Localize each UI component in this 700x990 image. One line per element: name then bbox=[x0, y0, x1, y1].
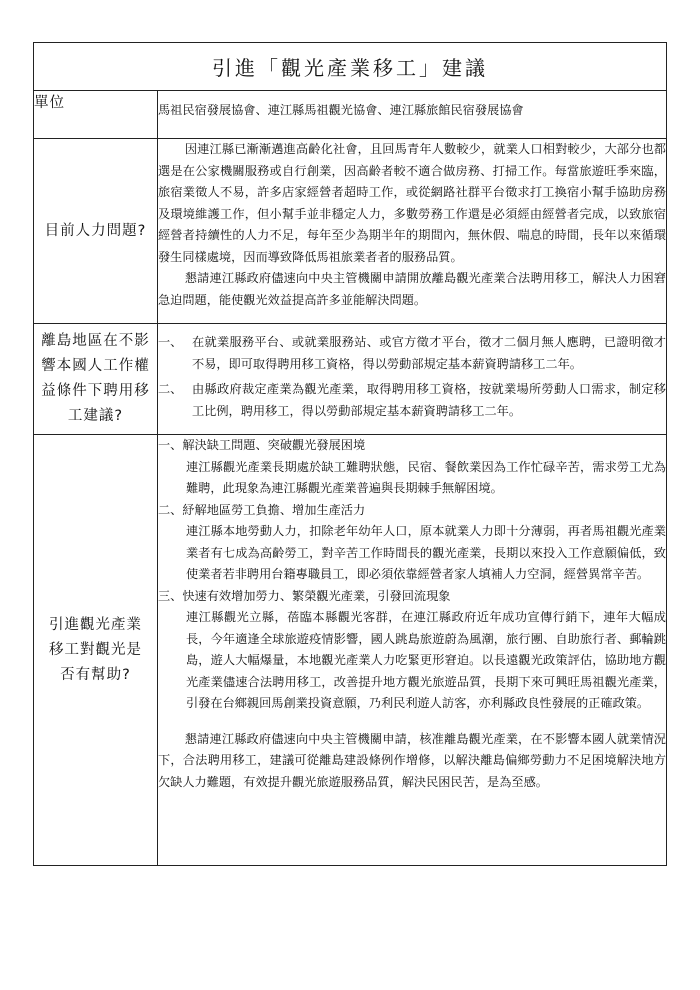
unit-row bbox=[34, 91, 667, 139]
manpower-paragraph: 因連江縣已漸漸邁進高齡化社會，且回馬青年人數較少，就業人口相對較少，大部分也都選是在公家機關服務或自行創業，因高齡者較不適合做房務、打掃工作。每當旅遊旺季來臨，旅宿業徵人不易，許多店家經營者超時工作，或從網路社群平台徵求打工換宿小幫手協助房務及環境維護工作，但小幫手並非穩定人力，多數勞務工作還是必須經由經營者完成，以致旅宿經營者持續性的人力不足，每年至少為期半年的期間內，無休假、喘息的時間，長年以來循環發生同樣處境，因而導致降低馬祖旅業者者的服務品質。 bbox=[158, 142, 666, 264]
benefit-body: 連江縣觀光產業長期處於缺工難聘狀態，民宿、餐飲業因為工作忙碌辛苦，需求勞工尤為難聘，此現象為連江縣觀光產業普遍與長期棘手無解困境。 bbox=[186, 459, 666, 495]
benefit-row bbox=[34, 435, 667, 866]
suggestion-item-number: 二、 bbox=[158, 382, 183, 396]
unit-value: 馬祖民宿發展協會、連江縣馬祖觀光協會、連江縣旅館民宿發展協會 bbox=[158, 91, 667, 139]
suggestion-content bbox=[158, 324, 667, 435]
suggestion-label: 離島地區在不影響本國人工作權益條件下聘用移工建議? bbox=[34, 324, 158, 435]
proposal-table bbox=[33, 42, 667, 866]
benefit-heading: 三、快速有效增加勞力、繁榮觀光產業，引發回流現象 bbox=[158, 588, 451, 603]
benefit-closing: 懇請連江縣政府儘速向中央主管機關申請，核准離島觀光產業，在不影響本國人就業情況下，合法聘用移工，建議可從離島建設條例作增修，以解決離島偏鄉勞動力不足困境解決地方欠缺人力難題，有效提升觀光旅遊服務品質，解決民困民苦，是為至感。 bbox=[158, 731, 666, 789]
benefit-body: 連江縣本地勞動人力，扣除老年幼年人口，原本就業人力即十分薄弱，再者馬祖觀光產業業者有七成為高齡勞工，對辛苦工作時間長的觀光產業，長期以來投入工作意願偏低，致使業者若非聘用台籍專職員工，即必須依靠經營者家人填補人力空洞，經營異常辛苦。 bbox=[186, 524, 666, 581]
benefit-label: 引進觀光產業移工對觀光是否有幫助? bbox=[34, 435, 158, 866]
benefit-content bbox=[158, 435, 667, 866]
manpower-content bbox=[158, 139, 667, 324]
manpower-label: 目前人力問題? bbox=[34, 139, 158, 324]
suggestion-item bbox=[158, 379, 666, 422]
suggestion-item bbox=[158, 332, 666, 375]
suggestion-item-text: 由縣政府裁定產業為觀光產業，取得聘用移工資格，按就業場所勞動人口需求，制定移工比例，聘用移工，得以勞動部規定基本薪資聘請移工二年。 bbox=[192, 382, 666, 418]
unit-label: 單位 bbox=[34, 91, 158, 139]
document-title: 引進「觀光產業移工」建議 bbox=[34, 43, 667, 91]
title-row bbox=[34, 43, 667, 91]
manpower-paragraph: 懇請連江縣政府儘速向中央主管機關申請開放離島觀光產業合法聘用移工，解決人力困窘急迫問題，能使觀光效益提高許多並能解決問題。 bbox=[158, 271, 666, 307]
suggestion-item-number: 一、 bbox=[158, 335, 183, 349]
benefit-heading: 一、解決缺工問題、突破觀光發展困境 bbox=[158, 438, 366, 452]
suggestion-item-text: 在就業服務平台、或就業服務站、或官方徵才平台，徵才二個月無人應聘，已證明徵才不易，即可取得聘用移工資格，得以勞動部規定基本薪資聘請移工二年。 bbox=[192, 335, 666, 371]
manpower-row bbox=[34, 139, 667, 324]
suggestion-row bbox=[34, 324, 667, 435]
benefit-heading: 二、紓解地區勞工負擔、增加生產活力 bbox=[158, 502, 366, 517]
benefit-body: 連江縣觀光立縣，蓓臨本縣觀光客群，在連江縣政府近年成功宣傳行銷下，連年大幅成長，今年適逢全球旅遊疫情影響，國人跳島旅遊蔚為風潮，旅行團、自助旅行者、郵輪跳島，遊人大幅爆量，本地觀光產業人力吃緊更形窘迫。以長遠觀光政策評估，協助地方觀光產業儘速合法聘用移工，改善提升地方觀光旅遊品質，長期下來可興旺馬祖觀光產業，引發在台鄉親回馬創業投資意願，乃利民利遊人訪客，亦利縣政良性發展的正確政策。 bbox=[186, 610, 666, 710]
spacer bbox=[158, 715, 666, 729]
